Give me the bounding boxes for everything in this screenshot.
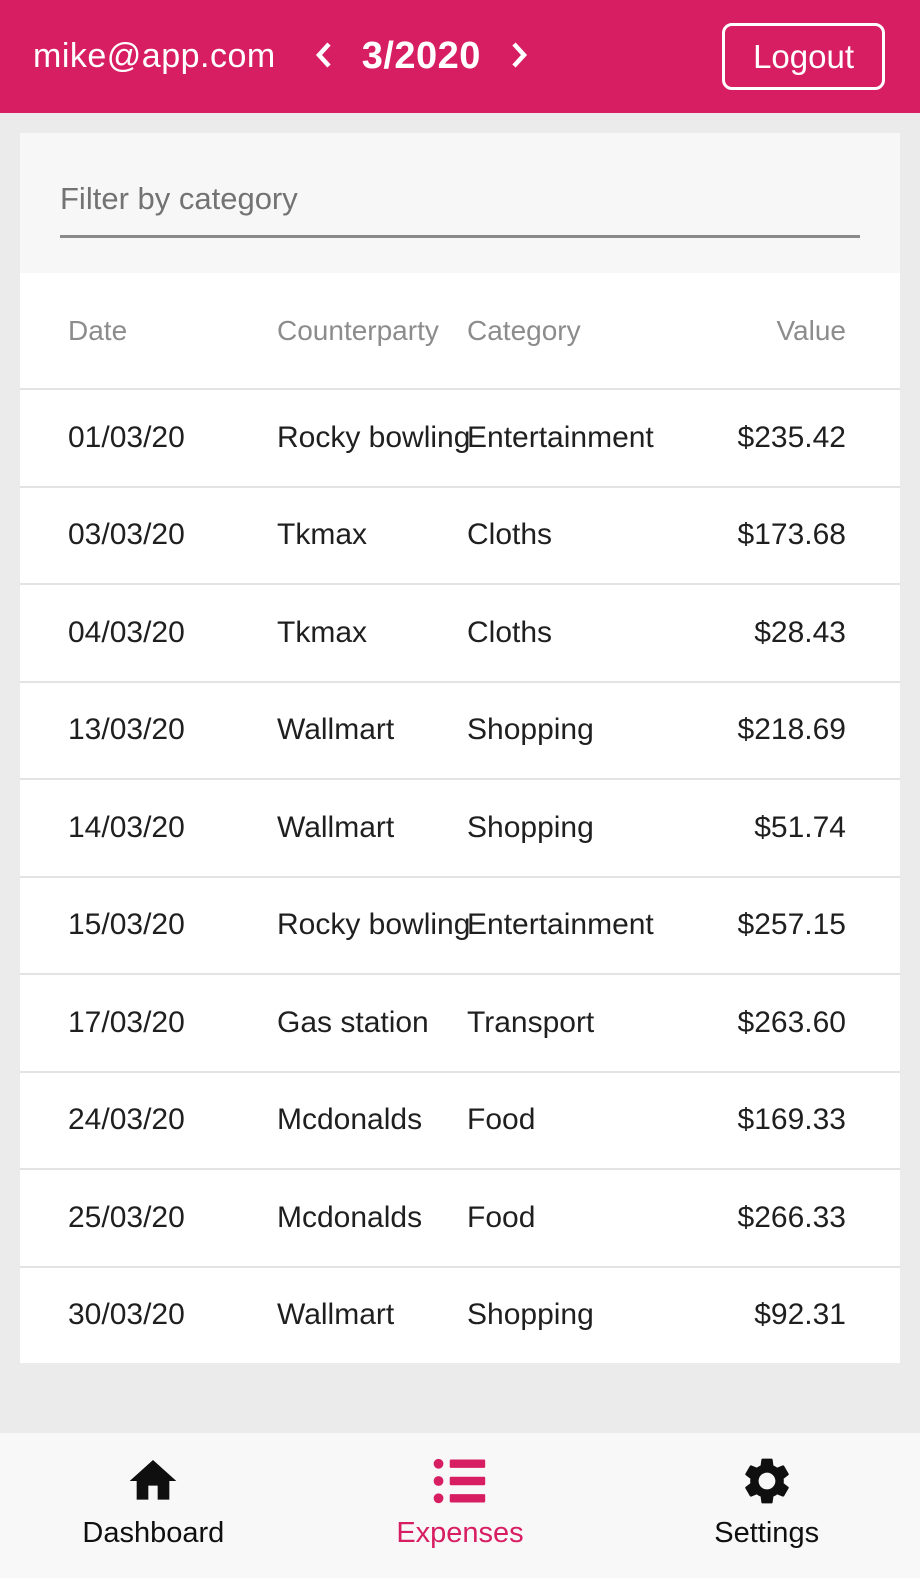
cell-counterparty: Wallmart [277, 1298, 395, 1332]
cell-date: 24/03/20 [68, 1103, 185, 1137]
nav-label-settings: Settings [714, 1517, 820, 1549]
cell-counterparty: Mcdonalds [277, 1200, 423, 1234]
table-row [20, 1266, 900, 1364]
column-header-counterparty: Counterparty [277, 314, 439, 346]
cell-date: 25/03/20 [68, 1200, 185, 1234]
cell-category: Shopping [467, 1298, 594, 1332]
nav-label-expenses: Expenses [396, 1517, 524, 1549]
table-row [20, 583, 900, 681]
cell-value: $173.68 [737, 518, 846, 552]
column-header-category: Category [467, 314, 581, 346]
cell-category: Food [467, 1200, 536, 1234]
logout-button[interactable]: Logout [722, 23, 885, 90]
table-row [20, 973, 900, 1071]
cell-counterparty: Tkmax [277, 615, 367, 649]
chevron-right-icon [507, 39, 531, 74]
cell-counterparty: Wallmart [277, 713, 395, 747]
cell-value: $218.69 [737, 713, 846, 747]
cell-value: $257.15 [737, 908, 846, 942]
nav-item-settings[interactable] [613, 1433, 920, 1578]
table-header-row [20, 273, 900, 388]
cell-value: $51.74 [754, 810, 846, 844]
cell-category: Shopping [467, 713, 594, 747]
table-row [20, 388, 900, 486]
column-header-value: Value [776, 314, 846, 346]
cell-date: 01/03/20 [68, 420, 185, 454]
cell-counterparty: Rocky bowling [277, 420, 471, 454]
cell-date: 14/03/20 [68, 810, 185, 844]
cell-category: Food [467, 1103, 536, 1137]
filter-by-category-input[interactable] [60, 181, 860, 238]
home-icon [124, 1453, 182, 1509]
bottom-navigation [0, 1433, 920, 1578]
cell-counterparty: Rocky bowling [277, 908, 471, 942]
table-row [20, 1071, 900, 1169]
cell-category: Entertainment [467, 908, 654, 942]
cell-category: Shopping [467, 810, 594, 844]
nav-item-dashboard[interactable] [0, 1433, 307, 1578]
cell-value: $169.33 [737, 1103, 846, 1137]
cell-value: $92.31 [754, 1298, 846, 1332]
transactions-table [20, 273, 900, 1363]
cell-category: Entertainment [467, 420, 654, 454]
cell-value: $235.42 [737, 420, 846, 454]
next-month-button[interactable] [507, 39, 531, 74]
cell-counterparty: Wallmart [277, 810, 395, 844]
cell-category: Cloths [467, 615, 553, 649]
cell-date: 13/03/20 [68, 713, 185, 747]
gear-icon [738, 1453, 796, 1509]
cell-value: $28.43 [754, 615, 846, 649]
cell-category: Transport [467, 1005, 595, 1039]
user-email: mike@app.com [33, 37, 276, 75]
cell-category: Cloths [467, 518, 553, 552]
table-row [20, 1168, 900, 1266]
cell-date: 04/03/20 [68, 615, 185, 649]
nav-label-dashboard: Dashboard [82, 1517, 225, 1549]
cell-date: 15/03/20 [68, 908, 185, 942]
nav-item-expenses[interactable] [307, 1433, 614, 1578]
app-bar [0, 0, 920, 113]
cell-date: 03/03/20 [68, 518, 185, 552]
cell-counterparty: Gas station [277, 1005, 429, 1039]
month-navigator [312, 35, 531, 78]
cell-value: $266.33 [737, 1200, 846, 1234]
cell-counterparty: Tkmax [277, 518, 367, 552]
list-icon [431, 1453, 489, 1509]
cell-date: 17/03/20 [68, 1005, 185, 1039]
current-month-label: 3/2020 [361, 35, 481, 77]
table-row [20, 681, 900, 779]
cell-counterparty: Mcdonalds [277, 1103, 423, 1137]
previous-month-button[interactable] [312, 39, 336, 74]
table-row [20, 778, 900, 876]
column-header-date: Date [68, 314, 128, 346]
table-row [20, 486, 900, 584]
cell-date: 30/03/20 [68, 1298, 185, 1332]
table-row [20, 876, 900, 974]
cell-value: $263.60 [737, 1005, 846, 1039]
chevron-left-icon [312, 39, 336, 74]
filter-section [20, 133, 900, 273]
